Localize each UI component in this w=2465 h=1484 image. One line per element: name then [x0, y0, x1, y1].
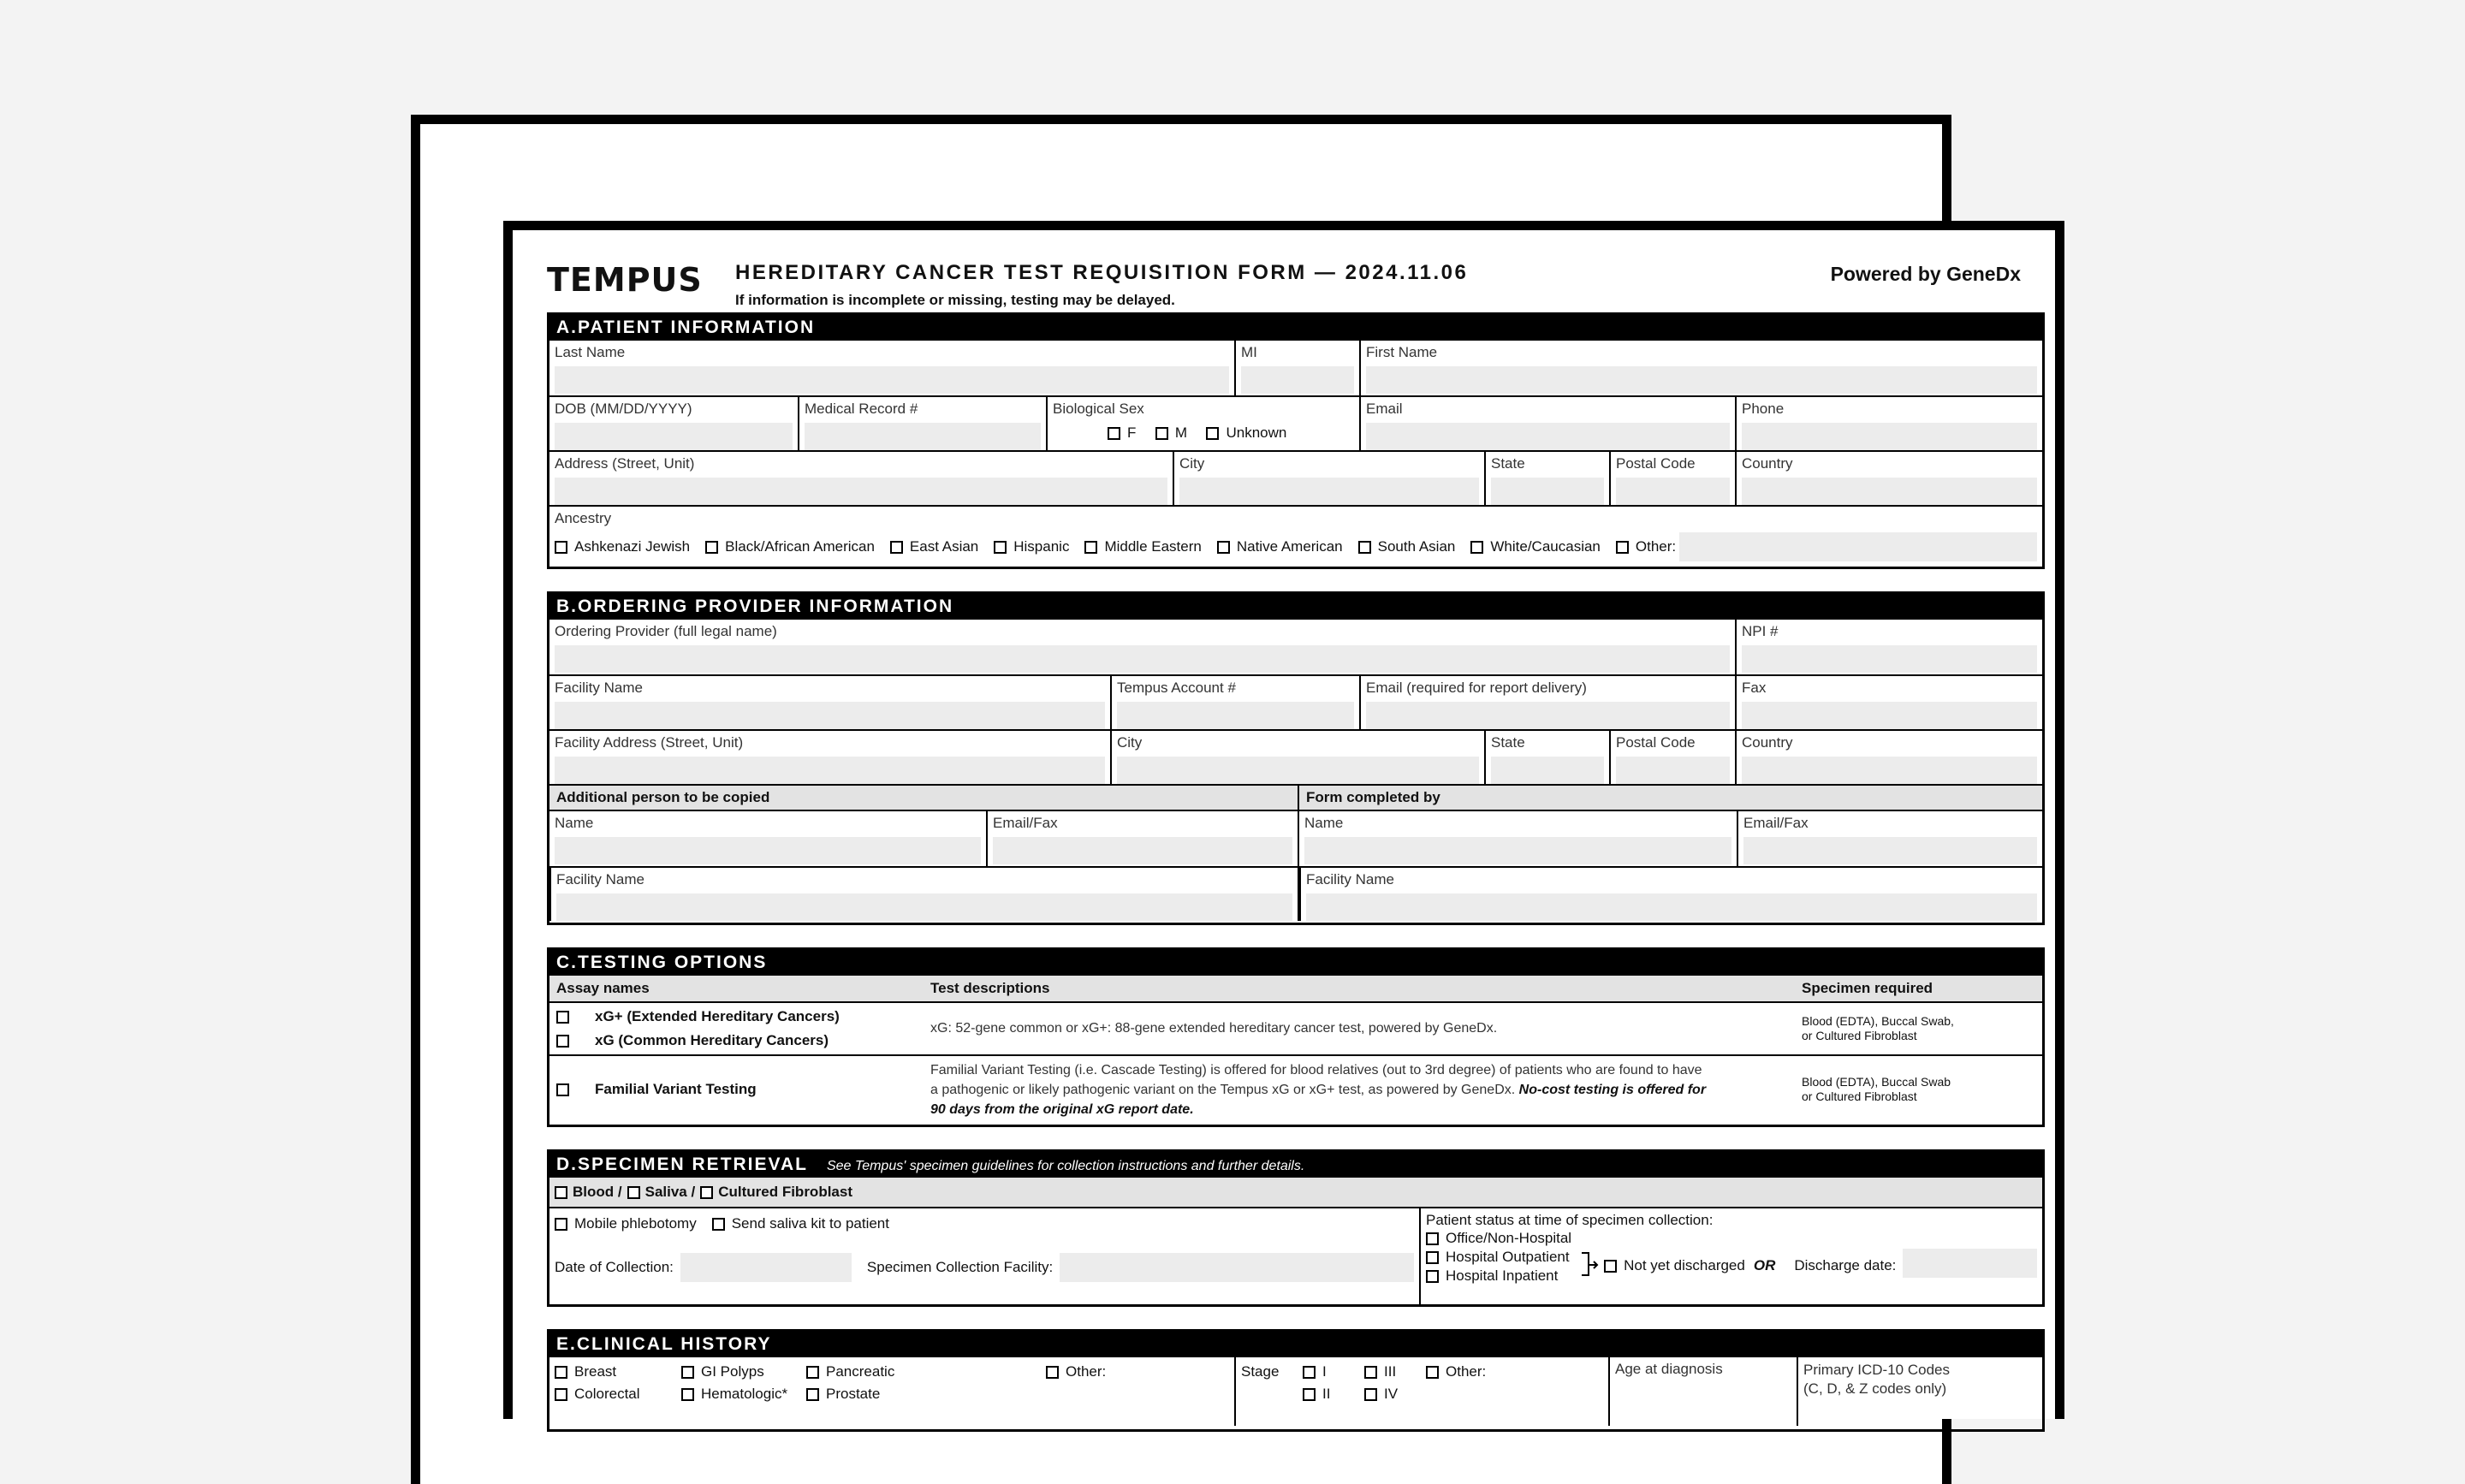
status-office[interactable]: Office/Non-Hospital — [1426, 1229, 1571, 1248]
provider-label: Ordering Provider (full legal name) — [555, 623, 777, 639]
section-ordering-provider — [547, 591, 2045, 925]
xg-specimen-line2: or Cultured Fibroblast — [1802, 1029, 1917, 1042]
checkbox-icon — [890, 541, 903, 554]
checkbox-icon — [994, 541, 1007, 554]
stage-i[interactable]: I — [1303, 1361, 1364, 1383]
history-breast[interactable]: Breast — [555, 1361, 681, 1383]
not-yet-discharged[interactable]: Not yet discharged — [1604, 1257, 1745, 1274]
mrn-field[interactable] — [805, 423, 1041, 450]
specimen-blood[interactable]: Blood / — [555, 1184, 622, 1201]
fvt-desc-bold1: No-cost testing is offered for — [1518, 1082, 1707, 1097]
facility-address-field[interactable] — [555, 757, 1105, 784]
ancestry-other-field[interactable] — [1679, 532, 2037, 561]
completed-facility-field[interactable] — [1306, 893, 2037, 921]
form-title: HEREDITARY CANCER TEST REQUISITION FORM — 2024.11.06 — [735, 261, 1469, 284]
copied-facility-field[interactable] — [556, 893, 1292, 921]
last-name-label: Last Name — [555, 344, 626, 360]
copied-email-label: Email/Fax — [993, 815, 1058, 831]
checkbox-icon — [556, 1035, 569, 1048]
account-label: Tempus Account # — [1117, 680, 1236, 696]
patient-status-label: Patient status at time of specimen collection: — [1426, 1212, 1714, 1228]
ancestry-south-asian[interactable]: South Asian — [1358, 538, 1456, 555]
specimen-fibroblast[interactable]: Cultured Fibroblast — [700, 1184, 852, 1201]
form-subtitle: If information is incomplete or missing, testing may be delayed. — [735, 292, 1175, 308]
history-other[interactable]: Other: — [1046, 1361, 1229, 1383]
bio-sex-label: Biological Sex — [1053, 401, 1144, 417]
checkbox-icon — [1046, 1366, 1059, 1379]
dob-label: DOB (MM/DD/YYYY) — [555, 401, 692, 417]
checkbox-icon — [1084, 541, 1097, 554]
b-state-label: State — [1491, 734, 1525, 751]
completed-by-header: Form completed by — [1299, 786, 2042, 810]
checkbox-icon — [1155, 427, 1168, 440]
checkbox-icon — [712, 1218, 725, 1231]
b-country-field[interactable] — [1742, 757, 2037, 784]
section-a-title: A.PATIENT INFORMATION — [549, 315, 2042, 341]
checkbox-icon — [700, 1186, 713, 1199]
city-field[interactable] — [1179, 478, 1479, 505]
postal-label: Postal Code — [1616, 455, 1696, 472]
send-saliva-kit[interactable]: Send saliva kit to patient — [712, 1215, 889, 1232]
form-header — [547, 251, 2021, 311]
ancestry-hispanic[interactable]: Hispanic — [994, 538, 1069, 555]
checkbox-icon — [627, 1186, 640, 1199]
tempus-logo: TEMPUS — [547, 261, 703, 299]
status-inpatient[interactable]: Hospital Inpatient — [1426, 1267, 1571, 1285]
npi-field[interactable] — [1742, 645, 2037, 673]
checkbox-icon — [555, 1218, 567, 1231]
icd-label-line1: Primary ICD-10 Codes — [1803, 1362, 1950, 1378]
first-name-label: First Name — [1366, 344, 1438, 360]
date-collection-field[interactable] — [680, 1253, 852, 1282]
dob-field[interactable] — [555, 423, 793, 450]
or-label: OR — [1753, 1257, 1776, 1273]
stage-other[interactable]: Other: — [1426, 1361, 1603, 1383]
sex-option-f[interactable]: F — [1108, 424, 1136, 442]
sex-option-m[interactable]: M — [1155, 424, 1187, 442]
checkbox-icon — [1426, 1232, 1439, 1245]
npi-label: NPI # — [1742, 623, 1779, 639]
age-diagnosis-label: Age at diagnosis — [1615, 1361, 1723, 1377]
completed-name-label: Name — [1304, 815, 1344, 831]
history-prostate[interactable]: Prostate — [806, 1383, 1046, 1405]
section-testing-options — [547, 947, 2045, 1127]
checkbox-icon — [1358, 541, 1371, 554]
bracket-arrow-icon — [1580, 1251, 1599, 1281]
xg-description: xG: 52-gene common or xG+: 88-gene extended hereditary cancer test, powered by GeneDx. — [930, 1021, 1498, 1036]
ancestry-white[interactable]: White/Caucasian — [1470, 538, 1601, 555]
section-b-title: B.ORDERING PROVIDER INFORMATION — [549, 594, 2042, 620]
section-clinical-history — [547, 1329, 2045, 1432]
copied-name-field[interactable] — [555, 837, 981, 864]
facility-name-label: Facility Name — [555, 680, 643, 696]
assay-xg[interactable]: xG (Common Hereditary Cancers) — [556, 1029, 924, 1053]
collection-facility-label: Specimen Collection Facility: — [866, 1259, 1054, 1275]
discharge-date-field[interactable] — [1903, 1249, 2037, 1278]
checkbox-icon — [1604, 1260, 1617, 1273]
checkbox-icon — [1108, 427, 1120, 440]
icd-label-line2: (C, D, & Z codes only) — [1803, 1380, 1947, 1397]
checkbox-icon — [1426, 1366, 1439, 1379]
section-e-title: E.CLINICAL HISTORY — [549, 1332, 2042, 1357]
col-spec-header: Specimen required — [1802, 980, 1933, 996]
b-city-label: City — [1117, 734, 1143, 751]
checkbox-icon — [555, 1366, 567, 1379]
assay-xg-plus[interactable]: xG+ (Extended Hereditary Cancers) — [556, 1005, 924, 1029]
copied-email-field[interactable] — [993, 837, 1292, 864]
mobile-phlebotomy[interactable]: Mobile phlebotomy — [555, 1215, 697, 1232]
completed-name-field[interactable] — [1304, 837, 1731, 864]
checkbox-icon — [556, 1011, 569, 1024]
checkbox-icon — [1303, 1388, 1316, 1401]
fvt-desc-line2: a pathogenic or likely pathogenic variant on the Tempus xG or xG+ test, as powered by GeneDx. — [930, 1082, 1516, 1097]
checkbox-icon — [806, 1366, 819, 1379]
fvt-desc-bold2: 90 days from the original xG report date. — [930, 1101, 1194, 1117]
discharge-date-label: Discharge date: — [1794, 1257, 1897, 1273]
section-c-title: C.TESTING OPTIONS — [549, 950, 2042, 976]
checkbox-icon — [1364, 1388, 1377, 1401]
b-postal-field[interactable] — [1616, 757, 1730, 784]
copied-header: Additional person to be copied — [549, 786, 1298, 810]
state-label: State — [1491, 455, 1525, 472]
country-field[interactable] — [1742, 478, 2037, 505]
checkbox-icon — [1303, 1366, 1316, 1379]
phone-label: Phone — [1742, 401, 1785, 417]
stage-ii[interactable]: II — [1303, 1383, 1364, 1405]
report-email-label: Email (required for report delivery) — [1366, 680, 1587, 696]
checkbox-icon — [681, 1366, 694, 1379]
history-colorectal[interactable]: Colorectal — [555, 1383, 681, 1405]
checkbox-icon — [1206, 427, 1219, 440]
address-field[interactable] — [555, 478, 1167, 505]
checkbox-icon — [806, 1388, 819, 1401]
checkbox-icon — [556, 1083, 569, 1096]
copied-facility-label: Facility Name — [556, 871, 644, 887]
fvt-desc-line1: Familial Variant Testing (i.e. Cascade Testing) is offered for blood relatives (out to 3rd degree) of patients who are found to have — [930, 1062, 1702, 1077]
history-gi-polyps[interactable]: GI Polyps — [681, 1361, 806, 1383]
checkbox-icon — [1426, 1270, 1439, 1283]
facility-name-field[interactable] — [555, 702, 1105, 729]
completed-facility-label: Facility Name — [1306, 871, 1394, 887]
ancestry-east-asian[interactable]: East Asian — [890, 538, 978, 555]
b-country-label: Country — [1742, 734, 1793, 751]
fvt-specimen-line1: Blood (EDTA), Buccal Swab — [1802, 1075, 1951, 1089]
city-label: City — [1179, 455, 1205, 472]
completed-email-label: Email/Fax — [1743, 815, 1809, 831]
checkbox-icon — [555, 541, 567, 554]
first-name-field[interactable] — [1366, 366, 2037, 394]
state-field[interactable] — [1491, 478, 1604, 505]
mi-field[interactable] — [1241, 366, 1354, 394]
b-state-field[interactable] — [1491, 757, 1604, 784]
checkbox-icon — [1217, 541, 1230, 554]
section-patient-information — [547, 312, 2045, 569]
col-desc-header: Test descriptions — [930, 980, 1050, 996]
ancestry-label: Ancestry — [555, 510, 612, 526]
checkbox-icon — [555, 1388, 567, 1401]
facility-address-label: Facility Address (Street, Unit) — [555, 734, 744, 751]
section-d-title: D.SPECIMEN RETRIEVAL See Tempus' specimen guidelines for collection instructions and further details. — [549, 1152, 2042, 1178]
xg-specimen-line1: Blood (EDTA), Buccal Swab, — [1802, 1014, 1954, 1028]
stage-iii[interactable]: III — [1364, 1361, 1426, 1383]
status-outpatient[interactable]: Hospital Outpatient — [1426, 1248, 1571, 1267]
powered-by: Powered by GeneDx — [1830, 263, 2021, 285]
checkbox-icon — [681, 1388, 694, 1401]
sex-option-unknown[interactable]: Unknown — [1206, 424, 1286, 442]
fvt-specimen-line2: or Cultured Fibroblast — [1802, 1089, 1917, 1103]
country-label: Country — [1742, 455, 1793, 472]
form-page — [503, 221, 2064, 1419]
account-field[interactable] — [1117, 702, 1354, 729]
provider-field[interactable] — [555, 645, 1730, 673]
copied-name-label: Name — [555, 815, 594, 831]
b-postal-label: Postal Code — [1616, 734, 1696, 751]
last-name-field[interactable] — [555, 366, 1229, 394]
ancestry-ashkenazi[interactable]: Ashkenazi Jewish — [555, 538, 690, 555]
email-label: Email — [1366, 401, 1403, 417]
history-pancreatic[interactable]: Pancreatic — [806, 1361, 1046, 1383]
date-collection-label: Date of Collection: — [555, 1259, 674, 1275]
checkbox-icon — [1364, 1366, 1377, 1379]
checkbox-icon — [705, 541, 718, 554]
stage-label: Stage — [1241, 1363, 1280, 1380]
report-email-field[interactable] — [1366, 702, 1730, 729]
checkbox-icon — [1616, 541, 1629, 554]
ancestry-native-american[interactable]: Native American — [1217, 538, 1343, 555]
completed-email-field[interactable] — [1743, 837, 2037, 864]
phone-field[interactable] — [1742, 423, 2037, 450]
section-specimen-retrieval — [547, 1149, 2045, 1307]
specimen-saliva[interactable]: Saliva / — [627, 1184, 696, 1201]
checkbox-icon — [1426, 1251, 1439, 1264]
mrn-label: Medical Record # — [805, 401, 918, 417]
assay-familial-variant[interactable]: Familial Variant Testing — [549, 1081, 924, 1098]
col-assay-header: Assay names — [556, 980, 650, 996]
mi-label: MI — [1241, 344, 1257, 360]
b-city-field[interactable] — [1117, 757, 1479, 784]
collection-facility-field[interactable] — [1060, 1253, 1414, 1282]
email-field[interactable] — [1366, 423, 1730, 450]
checkbox-icon — [555, 1186, 567, 1199]
history-hematologic[interactable]: Hematologic* — [681, 1383, 806, 1405]
ancestry-other[interactable]: Other: — [1616, 538, 1676, 555]
postal-field[interactable] — [1616, 478, 1730, 505]
fax-field[interactable] — [1742, 702, 2037, 729]
address-label: Address (Street, Unit) — [555, 455, 695, 472]
ancestry-middle-eastern[interactable]: Middle Eastern — [1084, 538, 1201, 555]
specimen-guidelines-note: See Tempus' specimen guidelines for collection instructions and further details. — [826, 1159, 1305, 1173]
stage-iv[interactable]: IV — [1364, 1383, 1426, 1405]
checkbox-icon — [1470, 541, 1483, 554]
fax-label: Fax — [1742, 680, 1767, 696]
ancestry-black[interactable]: Black/African American — [705, 538, 875, 555]
